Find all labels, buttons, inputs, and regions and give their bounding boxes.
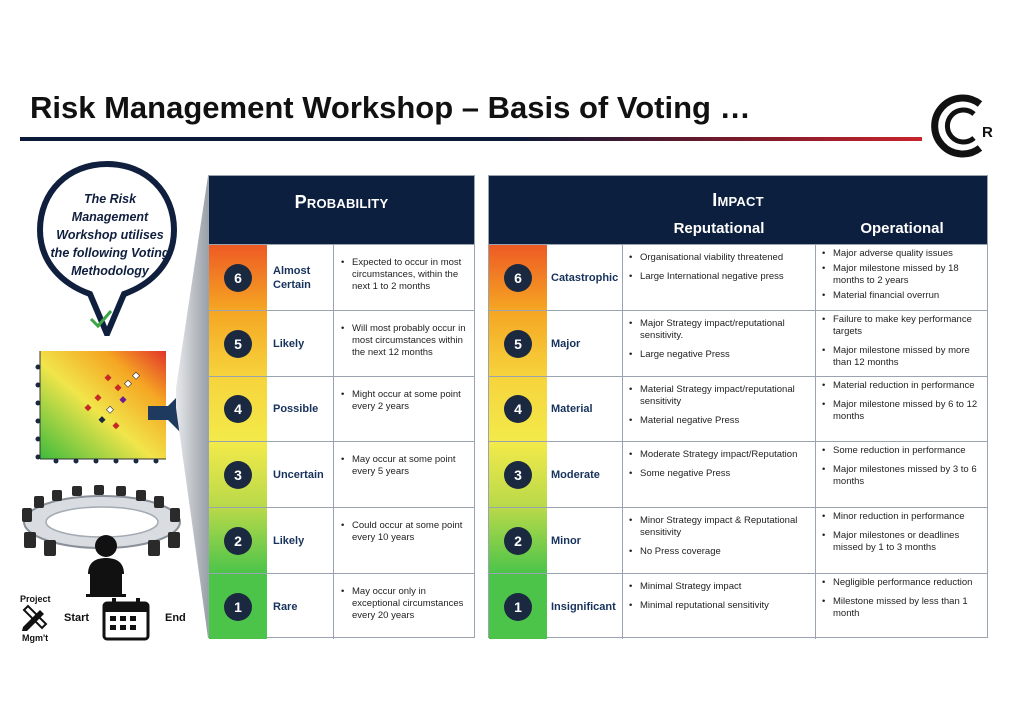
bullet-item: • Minimal Strategy impact: [629, 581, 809, 593]
column-divider: [622, 574, 623, 639]
bullet-item: • Moderate Strategy impact/Reputation: [629, 449, 809, 461]
column-divider: [622, 508, 623, 573]
level-color-cell: [209, 574, 267, 639]
column-divider: [333, 508, 334, 573]
title-underline: [20, 137, 922, 141]
bullet-item: • May occur only in exceptional circumstances every 20 years: [341, 586, 469, 622]
bullet-item: • Could occur at some point every 10 years: [341, 520, 469, 544]
bullet-item: • Will most probably occur in most circumstances within the next 12 months: [341, 323, 469, 359]
bullet-item: • May occur at some point every 5 years: [341, 454, 469, 478]
impact-row: [489, 573, 987, 639]
pencil-ruler-icon: [20, 604, 48, 632]
bullet-item: • Failure to make key performance targets: [822, 314, 982, 338]
level-color-cell: [489, 245, 547, 310]
bullet-item: • Minimal reputational sensitivity: [629, 600, 809, 612]
impact-label: Minor: [551, 535, 581, 548]
level-number-badge: 2: [504, 527, 532, 555]
reputational-description: [629, 449, 809, 487]
impact-row: [489, 507, 987, 573]
level-color-cell: [209, 508, 267, 573]
reputational-header: Reputational: [673, 220, 765, 237]
probability-row: [209, 441, 474, 507]
impact-label: Insignificant: [551, 600, 616, 613]
level-number-badge: 5: [224, 330, 252, 358]
impact-header: [489, 176, 987, 244]
operational-description: [822, 511, 982, 561]
impact-label: Moderate: [551, 469, 600, 482]
impact-row: [489, 310, 987, 376]
impact-table: [488, 175, 988, 638]
impact-row: [489, 244, 987, 310]
level-number-badge: 1: [224, 593, 252, 621]
operational-header: Operational: [860, 220, 944, 237]
column-divider: [333, 377, 334, 442]
impact-header-title: Impact: [712, 190, 764, 210]
probability-description: [341, 323, 469, 366]
level-number-badge: 2: [224, 527, 252, 555]
level-color-cell: [209, 442, 267, 507]
bullet-item: • Minor Strategy impact & Reputational sensitivity: [629, 515, 809, 539]
reputational-description: [629, 581, 809, 619]
level-color-cell: [489, 377, 547, 442]
bullet-item: • Milestone missed by less than 1 month: [822, 596, 982, 620]
probability-label: Almost Certain: [273, 264, 311, 291]
bullet-item: • Large International negative press: [629, 271, 809, 283]
bullet-item: • Major milestones or deadlines missed by 1 to 3 months: [822, 530, 982, 554]
column-divider: [333, 574, 334, 639]
bullet-item: • Major milestones missed by 3 to 6 months: [822, 464, 982, 488]
bullet-item: • Major milestone missed by more than 12 months: [822, 345, 982, 369]
column-divider: [622, 245, 623, 310]
funnel-connector: [176, 172, 210, 640]
level-color-cell: [489, 442, 547, 507]
column-divider: [622, 311, 623, 376]
level-number-badge: 4: [224, 395, 252, 423]
reputational-description: [629, 384, 809, 434]
column-divider: [815, 442, 816, 507]
cgr-logo: [928, 90, 1000, 162]
operational-description: [822, 248, 982, 305]
level-color-cell: [489, 574, 547, 639]
probability-header: [209, 176, 474, 244]
bullet-item: • No Press coverage: [629, 546, 809, 558]
probability-label: Uncertain: [273, 469, 324, 482]
bullet-item: • Major adverse quality issues: [822, 248, 982, 260]
probability-row: [209, 310, 474, 376]
bullet-item: • Material Strategy impact/reputational sensitivity: [629, 384, 809, 408]
level-color-cell: [489, 311, 547, 376]
bullet-item: • Minor reduction in performance: [822, 511, 982, 523]
probability-label: Possible: [273, 403, 319, 416]
impact-label: Catastrophic: [551, 271, 619, 284]
probability-description: [341, 454, 469, 485]
calendar-icon: [102, 597, 150, 641]
checkmark-icon: [86, 306, 116, 332]
column-divider: [333, 245, 334, 310]
person-at-laptop-icon: [84, 534, 128, 598]
level-color-cell: [209, 311, 267, 376]
level-number-badge: 3: [224, 461, 252, 489]
probability-row: [209, 376, 474, 442]
reputational-description: [629, 252, 809, 290]
bullet-item: • Some reduction in performance: [822, 445, 982, 457]
operational-description: [822, 577, 982, 627]
column-divider: [622, 377, 623, 442]
bullet-item: • Material negative Press: [629, 415, 809, 427]
operational-description: [822, 445, 982, 495]
project-label: Project: [20, 594, 51, 604]
probability-description: [341, 520, 469, 551]
column-divider: [333, 311, 334, 376]
level-number-badge: 6: [504, 264, 532, 292]
probability-header-title: Probability: [294, 192, 389, 212]
operational-description: [822, 380, 982, 430]
bullet-item: • Major milestone missed by 6 to 12 months: [822, 399, 982, 423]
mgmt-label: Mgm't: [22, 633, 49, 643]
probability-description: [341, 586, 469, 629]
bullet-item: • Some negative Press: [629, 468, 809, 480]
impact-label: Major: [551, 337, 581, 350]
column-divider: [815, 245, 816, 310]
bullet-item: • Material reduction in performance: [822, 380, 982, 392]
probability-label: Rare: [273, 600, 298, 613]
level-number-badge: 5: [504, 330, 532, 358]
callout-text: The Risk Management Workshop utilises the following Voting Methodology: [50, 192, 170, 278]
level-number-badge: 3: [504, 461, 532, 489]
level-color-cell: [209, 377, 267, 442]
column-divider: [333, 442, 334, 507]
bullet-item: • Organisational viability threatened: [629, 252, 809, 264]
probability-row: [209, 507, 474, 573]
level-number-badge: 1: [504, 593, 532, 621]
bullet-item: • Major Strategy impact/reputational sensitivity.: [629, 318, 809, 342]
probability-row: [209, 573, 474, 639]
reputational-description: [629, 515, 809, 565]
bullet-item: • Expected to occur in most circumstances, within the next 1 to 2 months: [341, 257, 469, 293]
probability-label: Likely: [273, 535, 305, 548]
probability-label: Likely: [273, 337, 305, 350]
bullet-item: • Major milestone missed by 18 months to 2 years: [822, 263, 982, 287]
level-number-badge: 4: [504, 395, 532, 423]
level-color-cell: [489, 508, 547, 573]
probability-row: [209, 244, 474, 310]
bullet-item: • Material financial overrun: [822, 290, 982, 302]
logo-r-letter: R: [982, 124, 993, 141]
probability-table: [208, 175, 475, 638]
bullet-item: • Negligible performance reduction: [822, 577, 982, 589]
impact-label: Material: [551, 403, 593, 416]
impact-row: [489, 441, 987, 507]
probability-description: [341, 389, 469, 420]
bullet-item: • Large negative Press: [629, 349, 809, 361]
start-label: Start: [64, 612, 90, 624]
reputational-description: [629, 318, 809, 368]
end-label: End: [165, 612, 186, 624]
impact-row: [489, 376, 987, 442]
level-number-badge: 6: [224, 264, 252, 292]
column-divider: [815, 377, 816, 442]
column-divider: [815, 311, 816, 376]
operational-description: [822, 314, 982, 376]
column-divider: [815, 508, 816, 573]
bullet-item: • Might occur at some point every 2 years: [341, 389, 469, 413]
level-color-cell: [209, 245, 267, 310]
column-divider: [815, 574, 816, 639]
probability-description: [341, 257, 469, 300]
column-divider: [622, 442, 623, 507]
page-title: Risk Management Workshop – Basis of Voting …: [30, 90, 751, 125]
